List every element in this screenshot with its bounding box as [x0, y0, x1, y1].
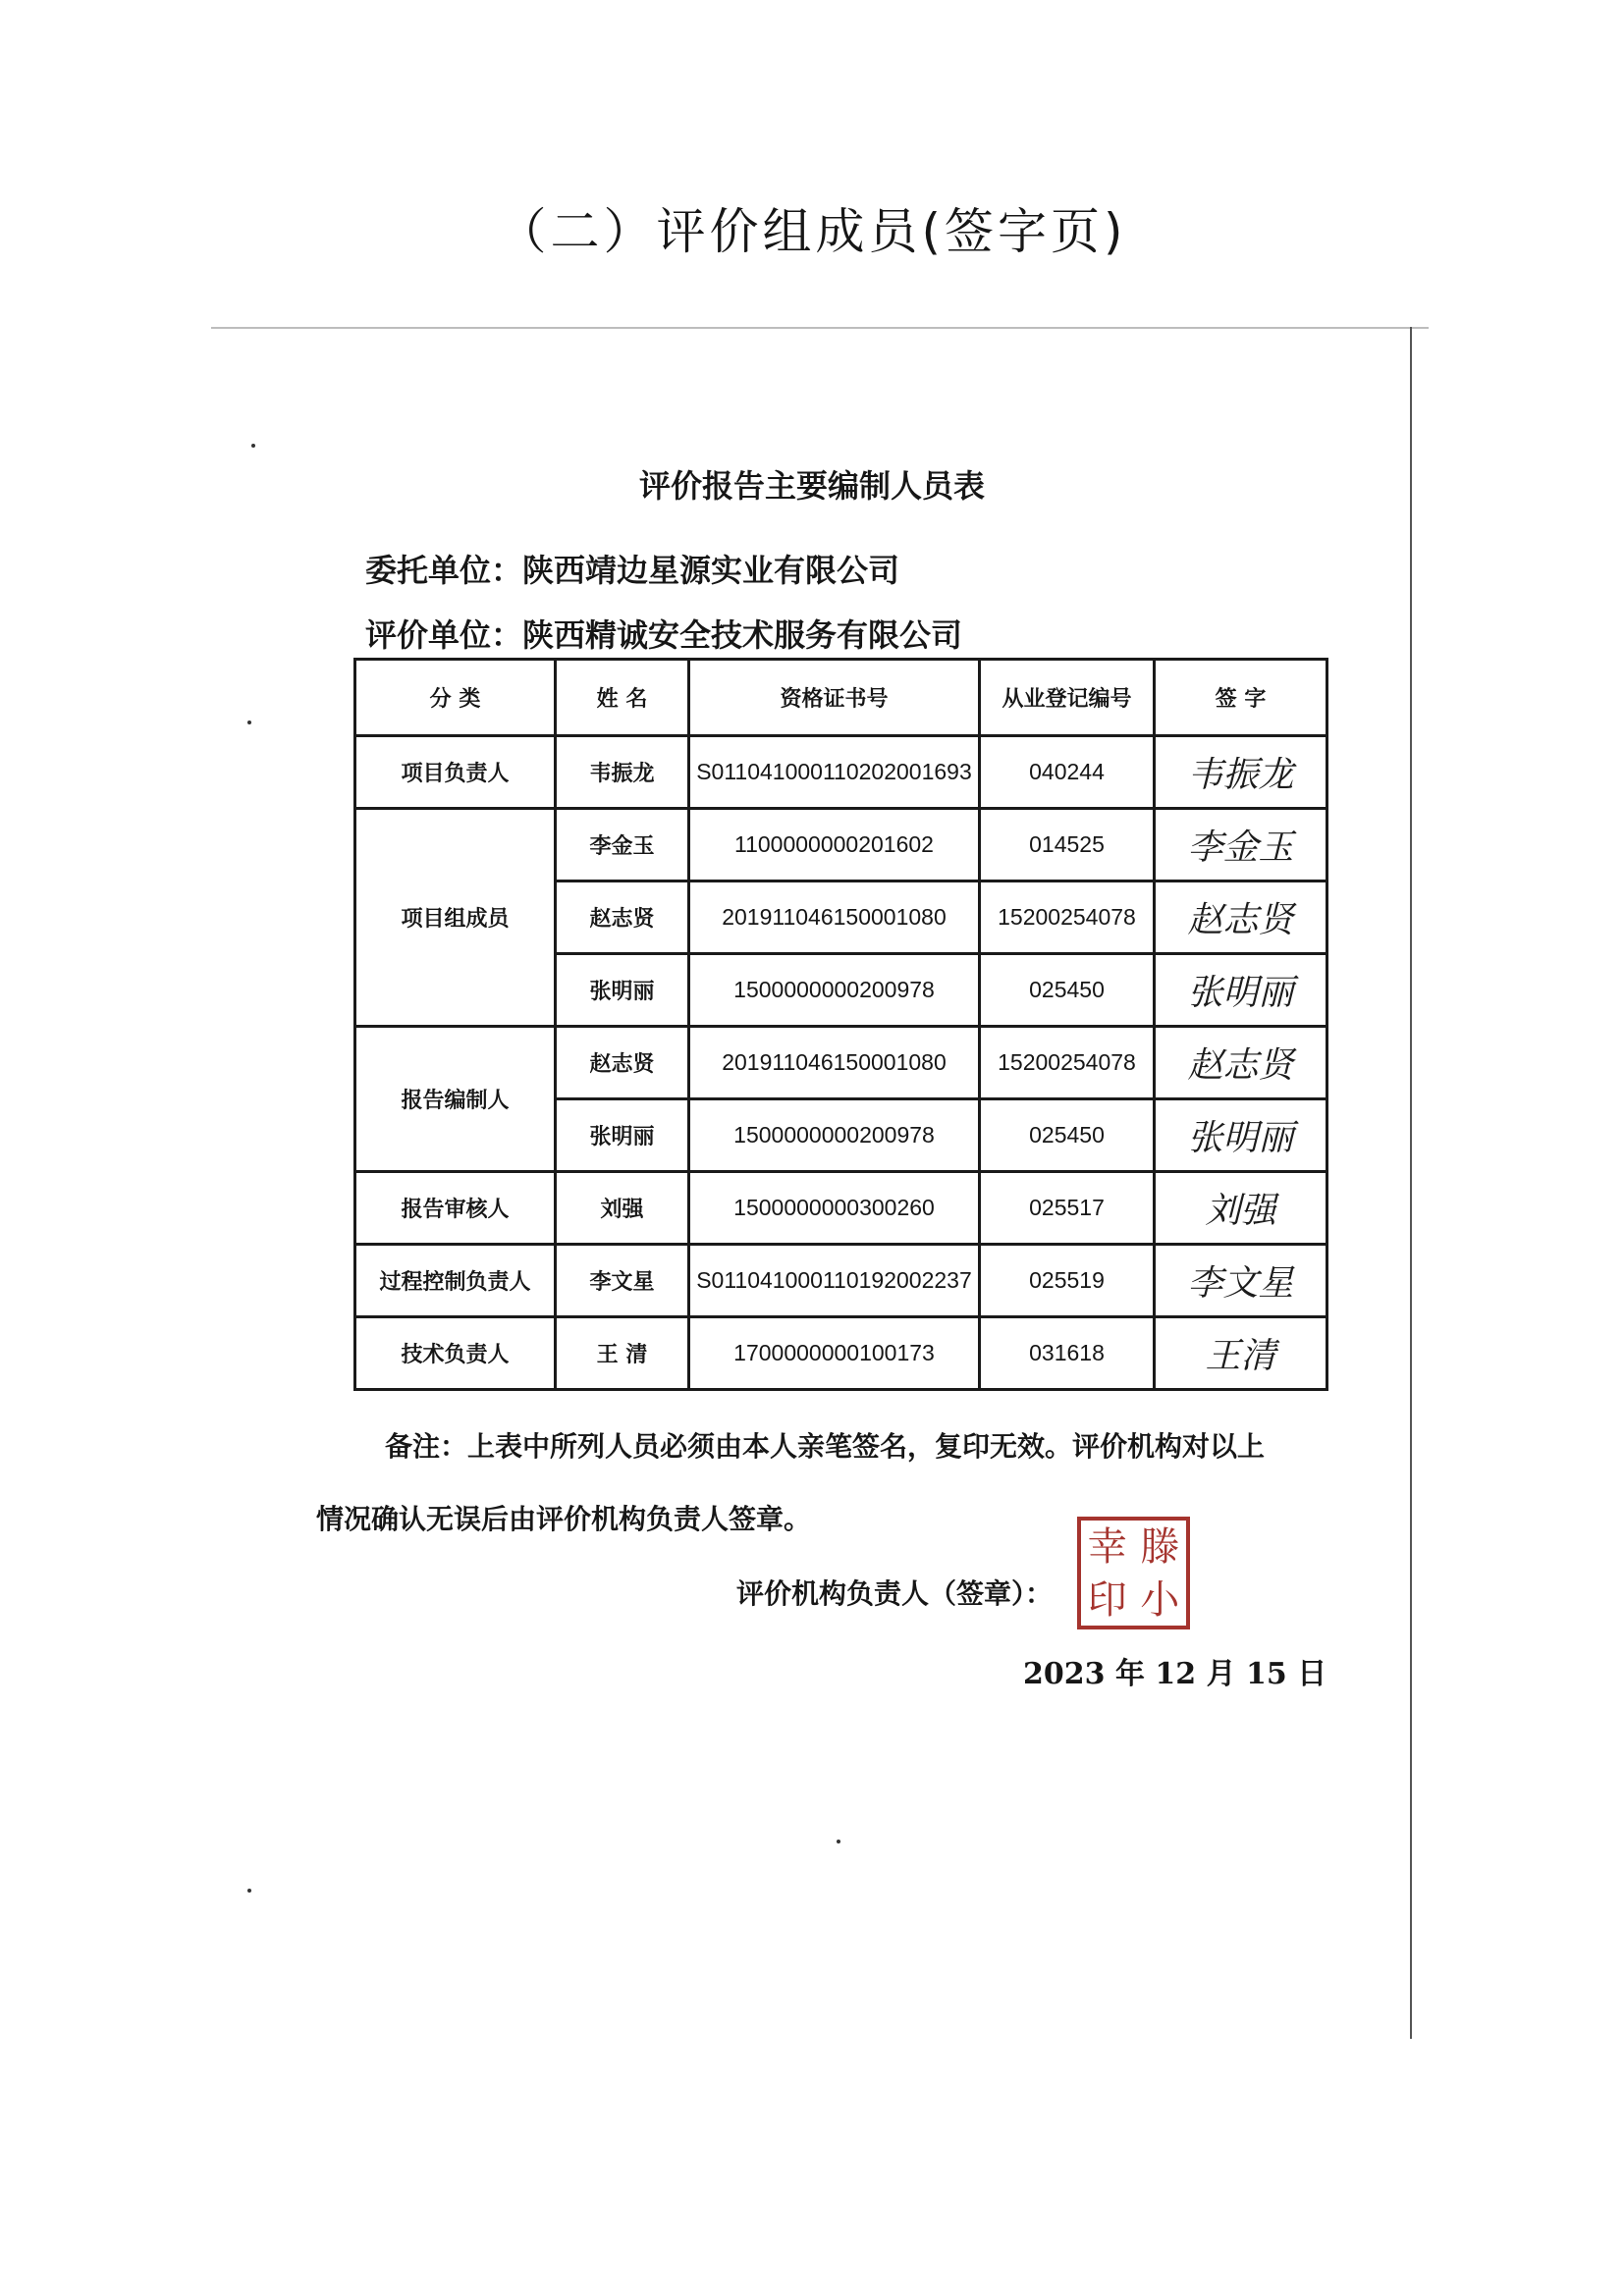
reg-cell: 031618	[980, 1317, 1155, 1390]
seal-char: 滕	[1140, 1524, 1180, 1570]
note-line-1: 备注：上表中所列人员必须由本人亲笔签名，复印无效。评价机构对以上	[385, 1430, 1266, 1463]
scan-speck	[837, 1840, 840, 1843]
reg-cell: 025517	[980, 1172, 1155, 1245]
scan-edge-top	[211, 327, 1429, 329]
table-row	[355, 736, 1327, 809]
category-cell: 报告审核人	[355, 1172, 556, 1245]
category-cell: 过程控制负责人	[355, 1245, 556, 1317]
signature-cell	[1155, 809, 1327, 881]
cert-cell: 201911046150001080	[689, 881, 980, 954]
cert-cell: 1500000000300260	[689, 1172, 980, 1245]
scan-edge-right	[1410, 327, 1412, 2039]
note-line-2: 情况确认无误后由评价机构负责人签章。	[316, 1503, 812, 1535]
handwritten-signature: 李文星	[1187, 1263, 1294, 1304]
table-row	[355, 1317, 1327, 1390]
reg-cell: 040244	[980, 736, 1155, 809]
table-row	[355, 1172, 1327, 1245]
name-cell: 李金玉	[556, 809, 689, 881]
reg-cell: 15200254078	[980, 1027, 1155, 1099]
signature-cell	[1155, 1172, 1327, 1245]
cert-cell: 1500000000200978	[689, 1099, 980, 1172]
evaluator-label: 评价单位：	[365, 616, 523, 654]
name-cell: 赵志贤	[556, 1027, 689, 1099]
reg-cell: 025519	[980, 1245, 1155, 1317]
official-seal	[1077, 1517, 1190, 1629]
evaluator-line	[365, 611, 962, 656]
header-cert: 资格证书号	[689, 660, 980, 736]
header-reg: 从业登记编号	[980, 660, 1155, 736]
scan-speck	[247, 1889, 251, 1893]
client-label: 委托单位：	[365, 552, 523, 589]
header-signature: 签 字	[1155, 660, 1327, 736]
staff-table	[353, 658, 1328, 1391]
name-cell: 韦振龙	[556, 736, 689, 809]
signature-cell	[1155, 954, 1327, 1027]
sign-label: 评价机构负责人（签章）：	[736, 1577, 1054, 1610]
table-header-row	[355, 660, 1327, 736]
category-cell: 技术负责人	[355, 1317, 556, 1390]
name-cell: 刘强	[556, 1172, 689, 1245]
name-cell: 赵志贤	[556, 881, 689, 954]
handwritten-signature: 刘强	[1205, 1191, 1276, 1231]
table-row	[355, 1027, 1327, 1099]
cert-cell: S011041000110202001693	[689, 736, 980, 809]
name-cell: 张明丽	[556, 954, 689, 1027]
seal-char: 小	[1140, 1577, 1180, 1623]
handwritten-signature: 韦振龙	[1187, 755, 1294, 795]
header-category: 分 类	[355, 660, 556, 736]
header-name: 姓 名	[556, 660, 689, 736]
reg-cell: 15200254078	[980, 881, 1155, 954]
seal-char: 印	[1087, 1577, 1127, 1623]
scan-speck	[247, 721, 251, 724]
cert-cell: 1500000000200978	[689, 954, 980, 1027]
name-cell: 张明丽	[556, 1099, 689, 1172]
reg-cell: 025450	[980, 954, 1155, 1027]
reg-cell: 025450	[980, 1099, 1155, 1172]
cert-cell: 1100000000201602	[689, 809, 980, 881]
name-cell: 王 清	[556, 1317, 689, 1390]
category-cell: 项目组成员	[355, 809, 556, 1027]
signature-cell	[1155, 1317, 1327, 1390]
cert-cell: 201911046150001080	[689, 1027, 980, 1099]
handwritten-signature: 赵志贤	[1187, 1045, 1294, 1086]
document-title: 评价报告主要编制人员表	[638, 467, 985, 505]
handwritten-signature: 张明丽	[1187, 973, 1294, 1013]
name-cell: 李文星	[556, 1245, 689, 1317]
page-heading: （二）评价组成员(签字页)	[497, 203, 1127, 260]
signature-cell	[1155, 736, 1327, 809]
category-cell: 项目负责人	[355, 736, 556, 809]
client-value: 陕西靖边星源实业有限公司	[522, 552, 900, 589]
table-row	[355, 1245, 1327, 1317]
seal-char: 幸	[1087, 1524, 1127, 1570]
handwritten-signature: 张明丽	[1187, 1118, 1294, 1158]
handwritten-signature: 李金玉	[1187, 828, 1294, 868]
signature-cell	[1155, 1245, 1327, 1317]
handwritten-signature: 王清	[1205, 1336, 1276, 1376]
date-line: 2023 年 12 月 15 日	[1023, 1657, 1327, 1691]
signature-cell	[1155, 1027, 1327, 1099]
cert-cell: S011041000110192002237	[689, 1245, 980, 1317]
scan-speck	[251, 444, 255, 448]
evaluator-value: 陕西精诚安全技术服务有限公司	[522, 616, 963, 654]
reg-cell: 014525	[980, 809, 1155, 881]
category-cell: 报告编制人	[355, 1027, 556, 1172]
table-row	[355, 809, 1327, 881]
client-line	[365, 546, 899, 591]
handwritten-signature: 赵志贤	[1187, 900, 1294, 940]
signature-cell	[1155, 1099, 1327, 1172]
signature-cell	[1155, 881, 1327, 954]
cert-cell: 1700000000100173	[689, 1317, 980, 1390]
